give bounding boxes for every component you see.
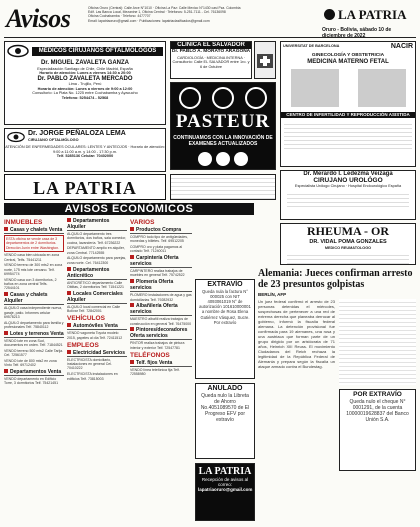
doctor-photo [358, 69, 406, 107]
logo-mark-icon [324, 9, 335, 20]
ad-ledezma: Dr. Merardo I. Ledezma Veizaga CIRUJANO UROLÓGO Especialista Urólogo Cirujano · Hospital Endourológico España [280, 170, 416, 220]
news-body: Un juez federal confirmó el arresto de 23 personas detenidas el miércoles, sospechosas de pertenecer a una red de extrema derecha que planeaba derrocar al gobierno, informó la fiscalía federal alemana. La detención provisional fue confirmada para 19 alemanes, una rusa y una austriaca que forman parte de un grupo dirigido por un aristócrata de 71 años, Heinrich XIII Reuss. El movimiento Ciudadanos del Reich rechaza la legitimidad de la República Federal de Alemania y prepara según la fiscalía un ataque armado contra el Bundestag. [258, 299, 335, 369]
news-headline: Alemania: Jueces confirman arresto de 23 presuntos golpistas [258, 268, 413, 290]
bullet-icon [4, 292, 8, 296]
eye-icon [7, 131, 25, 143]
ad-pasteur: PASTEUR CONTINUAMOS CON LA INNOVACIÓN DE EXAMENES ACTUALIZADOS [170, 82, 276, 170]
bullet-icon [130, 327, 134, 331]
ad-text-block [284, 121, 412, 151]
logo-icon [216, 152, 230, 166]
ad-rheuma: RHEUMA - OR DR. VIDAL POMA GONZALES MEDICO REUMATOLOGO [280, 223, 416, 265]
offices-info: Oficina Oruro (Central): Calle Arce N°1010 · Oficina La Paz: Calle Mexico N°1430 casi Pza. Colombia Edif. Las Banca Local, Mezanine 1, Oficina Central · Telefonos: 5-251-7111 - Cel. 76136098 Oficina Cochabamba · Telefono: 4477707 Email: lapatriaoruro@gmail.com · Publicaciones: lapatriaclasificados@gmail.com [88, 6, 241, 23]
ad-la-patria: LA PATRIA Recepción de avisos al correo: lapatriaoruro@gmail.com [195, 463, 255, 521]
ad-text-block [170, 174, 276, 200]
bullet-icon [130, 227, 134, 231]
notice-box: ESTA oficina se vende casa de 3 departamentos de 2 dormitorios. Dirección Junin entre Washington. [4, 235, 64, 252]
ad-isoro-logo [254, 41, 276, 79]
economicos-title: AVISOS ECONÓMICOS [4, 203, 254, 215]
ad-clinica-salvador: CLINICA EL SALVADOR Dr. PABLO A. MORATO ARAGONA CARDIOLOGÍA · MEDICINA INTERNA · Consultorio: Calle EL SALVADOR entre 1ro. y 6 de Octubre [170, 41, 252, 79]
bullet-icon [67, 267, 71, 271]
logo-icon [198, 152, 212, 166]
news-body-continued [339, 299, 416, 385]
bullet-icon [130, 279, 134, 283]
column-varios: VARIOS Productos Compra COMPRO todo tipo de antigüedades, monedas y billetes. Telf. 69512205 COMPRO oro y plata pagamos al contado Telf. 71240011 Carpintería Oferta servicios CARPINTERO realiza trabajos de muebles en general Telf. 75742522 Plomería Oferta servicios PLOMERO instalaciones de agua y gas domiciliarias Telf. 79282932 Albañilería Oferta servicios MAESTRO albañil realiza trabajos de construcción en general Telf. 76475000 Pintores/decoradores Oferta servicios PINTOR realiza trabajos de pintura interior y exterior Telf. 72547781 TELÉFONOS Telf. fijos Venta VENDO línea telefónica fija Telf. 72558980 [130, 219, 192, 377]
ad-text-block [287, 191, 409, 207]
ad-text-block [287, 252, 409, 264]
doctor-photo [291, 69, 339, 107]
ad-extravio: EXTRAVÍO Queda nula la factura N° 000025 con NIT 4093061019 N° de autorización 101610000001 a nombre de Rosa Elena Gutiérrez Vásquez, Sucre. Por extravío [195, 279, 255, 379]
eye-icon [7, 44, 29, 58]
column-inmuebles: INMUEBLES Casas y chalets Venta ESTA oficina se vende casa de 3 departamentos de 2 dormitorios. Dirección Junin entre Washington. VENDO casa bien ubicada en zona Central, Telfs. 75441211 VENDO terreno de 300 mts2 en zona norte, 175 mts lote cercano. Telf. 69954774 VENDO casa con 3 dormitorios, 2 baños en zona central Telfs. 72544101 Casas y chalets Alquiler ALQUILO casa independiente nueva, garaje, patio. Informes celular 69578213 ALQUILO departamento para familia y profesionales Telf. 75840112 Lotes y terrenos Venta VENDO lote en zona Sud, documentos en orden. Telf. 71844521 VENDO terreno 500 mts2 Calle Tarija. Cel. 72561577 VENDO lote de 800 mts2 en zona Vinto Telf. 69712402 Departamentos Venta VENDO departamento en Edificio Torre, 3 dormitorios Telf. 75421451 [4, 219, 64, 386]
bullet-icon [4, 227, 8, 231]
ad-ginecologia: UNIVERSITAT DE BARCELONA NACIR GINECOLOGÍA Y OBSTETRICIA MEDICINA MATERNO FETAL CENTRO DE INFERTILIDAD Y REPRODUCCIÓN ASISTIDA [280, 41, 416, 167]
bullet-icon [67, 218, 71, 222]
dateline: Oruro - Bolivia, sábado 10 de diciembre de 2022 [322, 27, 392, 39]
ad-anulado: ANULADO Queda nulo la Libreta de Ahorro No.4051089570 de El Progreso EFV por extravío [195, 383, 255, 459]
la-patria-logo-band: LA PATRIA [4, 174, 166, 200]
bullet-icon [130, 360, 134, 364]
column-extravios [195, 217, 255, 523]
bullet-icon [67, 350, 71, 354]
lab-icon [179, 87, 201, 109]
sample-icon [245, 87, 267, 109]
section-title: Avisos [6, 4, 71, 33]
ad-por-extravio: POR EXTRAVÍO Queda nulo el cheque N° 0001291, de la cuenta 10000019628837 del Banco Unión S.A. [339, 389, 416, 471]
bullet-icon [130, 303, 134, 307]
news-article: Alemania: Jueces confirman arresto de 23 presuntos golpistas BERLÍN, AFP Un juez federal confirmó el arresto de 23 personas detenidas el miércoles, sospechosas de pertenecer a una red de extrema derecha que planeaba derrocar al gobierno, informó la fiscalía federal alemana. La detención provisional fue confirmada para 19 alemanes, una rusa y una austriaca que forman parte de un grupo dirigido por un aristócrata de 71 años, Heinrich XIII Reuss. El movimiento Ciudadanos del Reich rechaza la legitimidad de la República Federal de Alemania y prepara según la fiscalía un ataque armado contra el Bundestag. POR EXTRAVÍO Queda nulo el cheque N° 0001291, de la cuenta 10000019628837 del Banco Unión S.A. [258, 268, 416, 523]
bullet-icon [130, 255, 134, 259]
column-departamentos: Departamentos Alquiler ALQUILO departamento tres dormitorios, dos baños, sala comedor, cocina, lavandería. Telf. 67236222 DEPARTAMENTO amplio en alquiler, zona Central. 77142555 ALQUILO departamento para parejas, zona norte. Cel. 76412300 Departamentos Anticrético ANTICRÉTICO departamento Calle Oblitas, 2 dormitorios Telf. 71541221 Locales Comerciales Alquiler ALQUILO local comercial en Calle Bolívar Telf. 72842001 VEHÍCULOS Automóviles Venta VENDO vagoneta Toyota modelo 2015, papeles al día Telf. 72411512 EMPLEOS Electricidad Servicios ELECTRICISTA domiciliario, instalaciones en general Cel. 70410222 ELECTRICISTA instalaciones en edificios Telf. 73815003 [67, 218, 127, 381]
newspaper-logo: LA PATRIA [324, 7, 407, 23]
ad-medicos-oftalmologos: MÉDICOS CIRUJANOS OFTALMÓLOGOS Dr. MIGUEL ZAVALETA GANZA Especialización Santiago de Chile, Chile Madrid, España Horario de atención: Lunes a viernes 14:30 a 20:00 Dr. PABLO ZAVALETA MERCADO Lima - Trujillo, Perú Horario de atención: Lunes a viernes de 9:00 a 12:00 Consultorio: La Plata No. 1225 entre Cochabamba y Ayacucho Telefono: 5254474 - 52568 [4, 41, 166, 125]
bullet-icon [4, 331, 8, 335]
bullet-icon [67, 291, 71, 295]
hospital-icon [255, 50, 275, 70]
bullet-icon [4, 369, 8, 373]
page-header [4, 4, 416, 38]
logo-icon [234, 152, 248, 166]
bullet-icon [67, 323, 71, 327]
microscope-icon [212, 87, 234, 109]
ad-penaloza: Dr. JORGE PEÑALOZA LEMA CIRUJANO OFTALMÓLOGO ATENCIÓN DE ENFERMEDADES OCULARES: LENTES Y ANTEOJOS · Horario de atención: 9:00 a 11:00 a.m. y 14:00 - 17:30 p.m. Telf. 5285136 Celular: 70402000 [4, 128, 166, 172]
